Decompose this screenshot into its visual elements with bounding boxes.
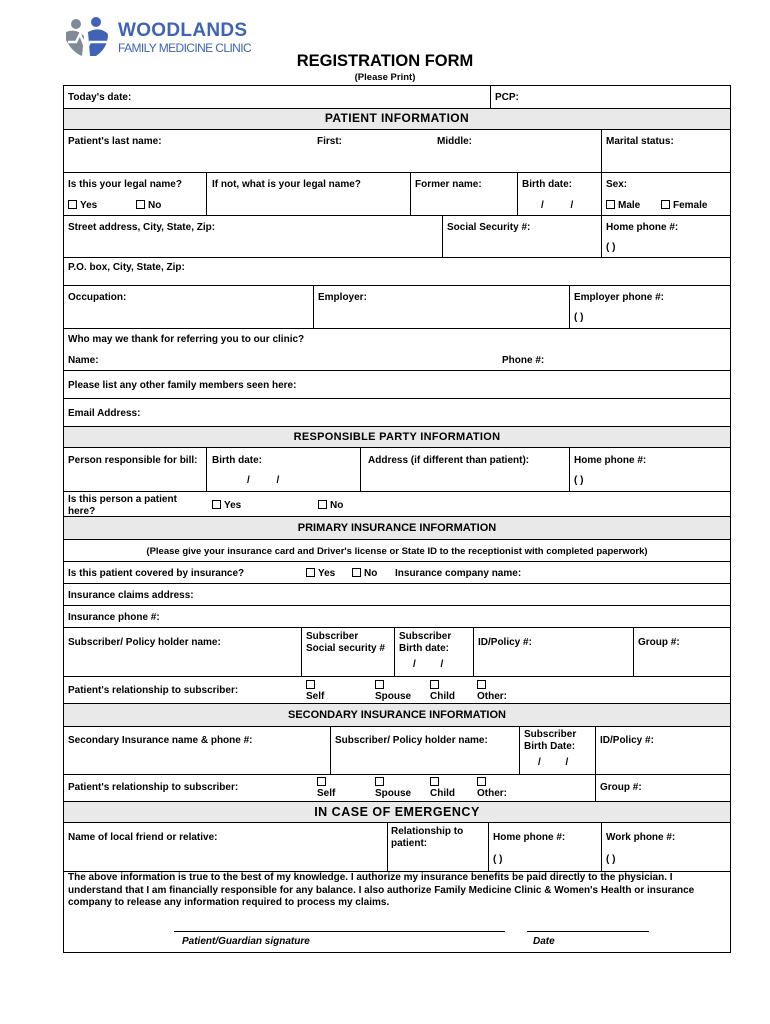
- primary-subscriber-label: Subscriber/ Policy holder name:: [68, 637, 221, 648]
- referral-phone-label: Phone #:: [502, 355, 545, 366]
- emergency-relationship-line1: Relationship to: [391, 826, 464, 837]
- primary-spouse-label: Spouse: [375, 691, 412, 702]
- responsible-birth-label: Birth date:: [212, 455, 262, 466]
- primary-insurance-note: (Please give your insurance card and Driver's license or State ID to the receptionist with completed paperwork): [146, 546, 648, 557]
- former-name-label: Former name:: [415, 179, 482, 190]
- legal-yes-label: Yes: [80, 200, 98, 211]
- legal-no-option[interactable]: [136, 200, 161, 211]
- primary-self-label: Self: [306, 691, 325, 702]
- emergency-friend-label: Name of local friend or relative:: [68, 832, 218, 843]
- middle-name-label: Middle:: [437, 136, 472, 147]
- registration-form: [63, 85, 731, 953]
- employer-phone-label: Employer phone #:: [574, 292, 665, 303]
- is-patient-label-line1: Is this person a patient: [68, 494, 177, 505]
- home-phone-parens: ( ): [606, 242, 616, 253]
- secondary-subscriber-label: Subscriber/ Policy holder name:: [335, 735, 488, 746]
- employer-phone-parens: ( ): [574, 312, 584, 323]
- family-members-label: Please list any other family members seen here:: [68, 380, 297, 391]
- is-patient-yes-label: Yes: [224, 500, 242, 511]
- primary-spouse-option[interactable]: [375, 680, 387, 691]
- sex-female-option[interactable]: [661, 200, 707, 211]
- marital-status-label: Marital status:: [606, 136, 674, 147]
- secondary-sub-bd-slashes: / /: [538, 757, 569, 768]
- checkbox-icon[interactable]: [661, 200, 670, 209]
- secondary-spouse-label: Spouse: [375, 788, 412, 799]
- primary-insurance-heading: PRIMARY INSURANCE INFORMATION: [297, 522, 497, 534]
- responsible-address-label: Address (if different than patient):: [368, 455, 530, 466]
- claims-address-label: Insurance claims address:: [68, 590, 194, 601]
- checkbox-icon[interactable]: [306, 568, 315, 577]
- is-patient-no-label: No: [330, 500, 344, 511]
- secondary-other-label: Other:: [477, 788, 507, 799]
- secondary-self-label: Self: [317, 788, 336, 799]
- primary-child-option[interactable]: [430, 680, 442, 691]
- primary-group-label: Group #:: [638, 637, 680, 648]
- secondary-sub-bd-line1: Subscriber: [524, 729, 577, 740]
- sex-male-label: Male: [618, 200, 641, 211]
- checkbox-icon[interactable]: [477, 680, 486, 689]
- emergency-home-phone-parens: ( ): [493, 854, 503, 865]
- secondary-child-label: Child: [430, 788, 455, 799]
- pcp-label: PCP:: [495, 92, 519, 103]
- patient-info-heading: PATIENT INFORMATION: [324, 111, 470, 125]
- responsible-party-heading: RESPONSIBLE PARTY INFORMATION: [293, 431, 501, 443]
- checkbox-icon[interactable]: [306, 680, 315, 689]
- secondary-relationship-label: Patient's relationship to subscriber:: [68, 782, 239, 793]
- covered-no-label: No: [364, 568, 378, 579]
- date-label: Date: [533, 936, 555, 947]
- secondary-child-option[interactable]: [430, 777, 442, 788]
- secondary-self-option[interactable]: [317, 777, 329, 788]
- clinic-logo-name: WOODLANDS: [118, 20, 248, 41]
- primary-self-option[interactable]: [306, 680, 318, 691]
- is-patient-no-option[interactable]: [318, 500, 343, 511]
- insurance-phone-label: Insurance phone #:: [68, 612, 160, 623]
- todays-date-label: Today's date:: [68, 92, 132, 103]
- secondary-name-phone-label: Secondary Insurance name & phone #:: [68, 735, 253, 746]
- legal-name-if-not-label: If not, what is your legal name?: [212, 179, 361, 190]
- checkbox-icon[interactable]: [352, 568, 361, 577]
- checkbox-icon[interactable]: [430, 680, 439, 689]
- primary-sub-bd-slashes: / /: [413, 659, 444, 670]
- responsible-home-phone-label: Home phone #:: [574, 455, 647, 466]
- ssn-label: Social Security #:: [447, 222, 531, 233]
- sex-male-option[interactable]: [606, 200, 640, 211]
- legal-yes-option[interactable]: [68, 200, 97, 211]
- sex-label: Sex:: [606, 179, 628, 190]
- secondary-spouse-option[interactable]: [375, 777, 387, 788]
- checkbox-icon[interactable]: [317, 777, 326, 786]
- covered-no-option[interactable]: [352, 568, 377, 579]
- is-patient-label-line2: here?: [68, 506, 96, 517]
- emergency-home-phone-label: Home phone #:: [493, 832, 566, 843]
- emergency-heading: IN CASE OF EMERGENCY: [314, 805, 480, 819]
- secondary-id-policy-label: ID/Policy #:: [600, 735, 654, 746]
- checkbox-icon[interactable]: [375, 680, 384, 689]
- checkbox-icon[interactable]: [430, 777, 439, 786]
- emergency-relationship-line2: patient:: [391, 838, 428, 849]
- street-address-label: Street address, City, State, Zip:: [68, 222, 216, 233]
- primary-sub-ss-line2: Social security #: [306, 643, 385, 654]
- covered-yes-option[interactable]: [306, 568, 335, 579]
- checkbox-icon[interactable]: [375, 777, 384, 786]
- emergency-work-phone-parens: ( ): [606, 854, 616, 865]
- covered-yes-label: Yes: [318, 568, 336, 579]
- insurance-company-label: Insurance company name:: [395, 568, 522, 579]
- legal-name-question: Is this your legal name?: [68, 179, 182, 190]
- primary-child-label: Child: [430, 691, 455, 702]
- date-line[interactable]: [527, 931, 649, 932]
- covered-question: Is this patient covered by insurance?: [68, 568, 245, 579]
- primary-sub-ss-line1: Subscriber: [306, 631, 359, 642]
- legal-no-label: No: [148, 200, 162, 211]
- occupation-label: Occupation:: [68, 292, 127, 303]
- responsible-person-label: Person responsible for bill:: [68, 455, 198, 466]
- primary-other-label: Other:: [477, 691, 507, 702]
- first-name-label: First:: [317, 136, 342, 147]
- secondary-insurance-heading: SECONDARY INSURANCE INFORMATION: [288, 709, 506, 721]
- clinic-logo-subname: FAMILY MEDICINE CLINIC: [118, 41, 252, 55]
- checkbox-icon[interactable]: [606, 200, 615, 209]
- form-subtitle: (Please Print): [354, 72, 416, 83]
- secondary-group-label: Group #:: [600, 782, 642, 793]
- email-label: Email Address:: [68, 408, 141, 419]
- secondary-sub-bd-line2: Birth Date:: [524, 741, 576, 752]
- primary-other-option[interactable]: [477, 680, 489, 691]
- primary-sub-bd-line2: Birth date:: [399, 643, 449, 654]
- primary-relationship-label: Patient's relationship to subscriber:: [68, 685, 239, 696]
- referral-question: Who may we thank for referring you to our clinic?: [68, 334, 305, 345]
- home-phone-label: Home phone #:: [606, 222, 679, 233]
- secondary-other-option[interactable]: [477, 777, 489, 788]
- employer-label: Employer:: [318, 292, 367, 303]
- signature-line[interactable]: [174, 931, 505, 932]
- sex-female-label: Female: [673, 200, 708, 211]
- emergency-work-phone-label: Work phone #:: [606, 832, 676, 843]
- primary-id-policy-label: ID/Policy #:: [478, 637, 532, 648]
- primary-sub-bd-line1: Subscriber: [399, 631, 452, 642]
- po-box-label: P.O. box, City, State, Zip:: [68, 262, 185, 273]
- birth-date-slashes: / /: [541, 200, 574, 211]
- checkbox-icon[interactable]: [68, 200, 77, 209]
- birth-date-label: Birth date:: [522, 179, 572, 190]
- is-patient-yes-option[interactable]: [212, 500, 241, 511]
- responsible-phone-parens: ( ): [574, 475, 584, 486]
- checkbox-icon[interactable]: [477, 777, 486, 786]
- form-title: REGISTRATION FORM: [296, 52, 474, 70]
- checkbox-icon[interactable]: [318, 500, 327, 509]
- last-name-label: Patient's last name:: [68, 136, 162, 147]
- referral-name-label: Name:: [68, 355, 99, 366]
- checkbox-icon[interactable]: [212, 500, 221, 509]
- responsible-birth-slashes: / /: [247, 475, 280, 486]
- authorization-statement: The above information is true to the best of my knowledge. I authorize my insurance benefits be paid directly to the physician. I understand that I am financially responsible for any balance. I also authorize Family Medicine Clinic & Women's Health or insurance company to release any information required to process my claims.: [68, 872, 695, 908]
- checkbox-icon[interactable]: [136, 200, 145, 209]
- signature-label: Patient/Guardian signature: [182, 936, 310, 947]
